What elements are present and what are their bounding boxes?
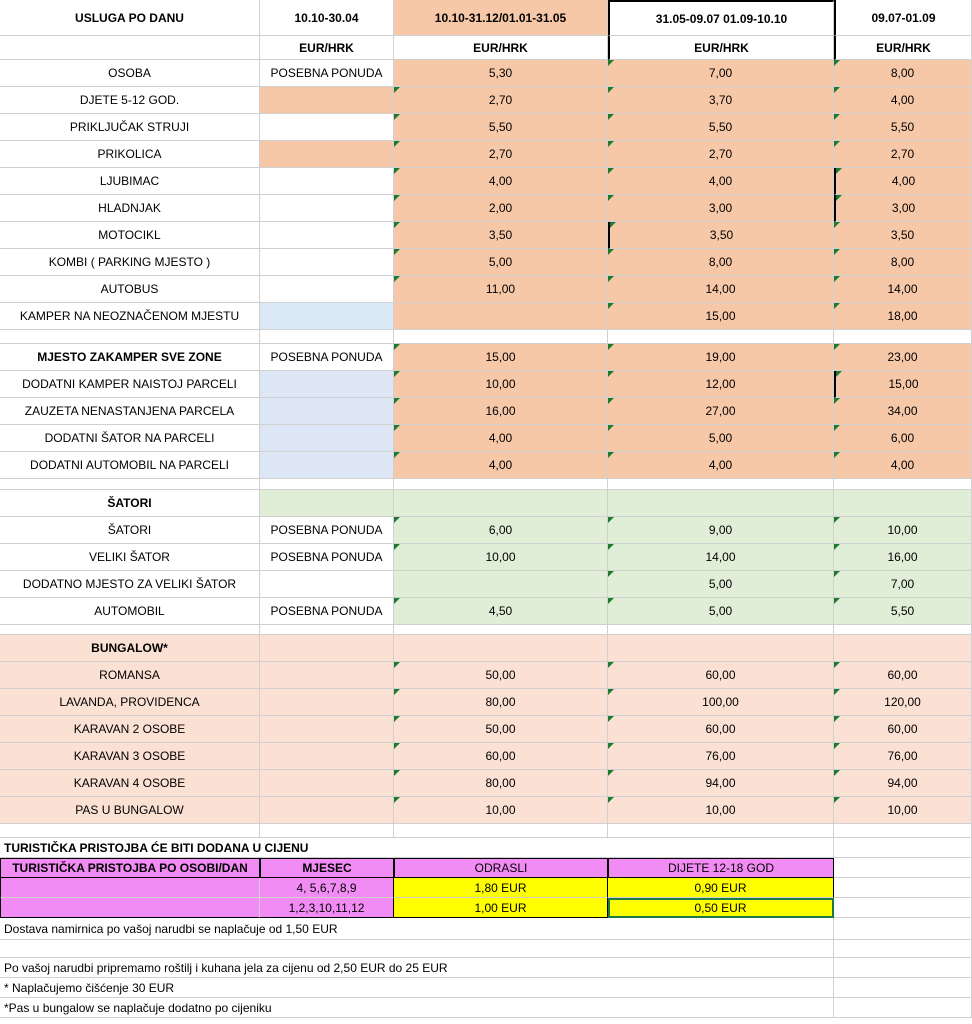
price-cell[interactable]: 5,00: [394, 249, 608, 276]
price-cell[interactable]: 3,50: [394, 222, 608, 249]
special-offer-cell[interactable]: [260, 87, 394, 114]
price-cell[interactable]: 16,00: [834, 544, 972, 571]
service-label[interactable]: OSOBA: [0, 60, 260, 87]
price-cell[interactable]: 60,00: [394, 743, 608, 770]
note-row: [0, 998, 972, 1018]
tax-row-child[interactable]: 0,90 EUR: [608, 878, 834, 898]
empty-cell[interactable]: [0, 625, 260, 635]
table-row: [0, 425, 972, 452]
table-row: [0, 571, 972, 598]
service-label[interactable]: AUTOMOBIL: [0, 598, 260, 625]
empty-cell[interactable]: [394, 824, 608, 838]
price-cell[interactable]: 50,00: [394, 716, 608, 743]
special-offer-cell[interactable]: [260, 303, 394, 330]
special-offer-cell[interactable]: [260, 114, 394, 141]
service-label[interactable]: DODATNI AUTOMOBIL NA PARCELI: [0, 452, 260, 479]
empty-cell[interactable]: [260, 635, 394, 662]
empty-cell[interactable]: [608, 330, 834, 344]
unit-cell[interactable]: EUR/HRK: [394, 36, 608, 60]
service-label[interactable]: LJUBIMAC: [0, 168, 260, 195]
unit-cell[interactable]: EUR/HRK: [260, 36, 394, 60]
table-row: [0, 743, 972, 770]
empty-cell[interactable]: [260, 716, 394, 743]
price-cell[interactable]: 8,00: [834, 249, 972, 276]
price-cell[interactable]: 10,00: [394, 371, 608, 398]
tax-row-months[interactable]: 4, 5,6,7,8,9: [260, 878, 394, 898]
empty-cell[interactable]: [608, 635, 834, 662]
tax-note-text: TURISTIČKA PRISTOJBA ĆE BITI DODANA U CIJENU: [4, 840, 309, 855]
special-offer-cell[interactable]: [260, 276, 394, 303]
price-cell[interactable]: 7,00: [834, 571, 972, 598]
service-label[interactable]: KARAVAN 2 OSOBE: [0, 716, 260, 743]
price-cell[interactable]: 76,00: [834, 743, 972, 770]
unit-cell-empty[interactable]: [0, 36, 260, 60]
price-cell[interactable]: 60,00: [608, 662, 834, 689]
tax-note[interactable]: [0, 838, 608, 858]
empty-cell[interactable]: [608, 824, 834, 838]
tax-head-child[interactable]: DIJETE 12-18 GOD: [608, 858, 834, 878]
table-row: [0, 452, 972, 479]
special-offer-cell[interactable]: [260, 371, 394, 398]
price-cell[interactable]: 16,00: [394, 398, 608, 425]
unit-cell[interactable]: EUR/HRK: [834, 36, 972, 60]
price-cell[interactable]: 2,00: [394, 195, 608, 222]
note-delivery[interactable]: Dostava namirnica po vašoj narudbi se naplačuje od 1,50 EUR: [0, 918, 834, 940]
empty-cell[interactable]: [608, 479, 834, 490]
tax-row-months[interactable]: 1,2,3,10,11,12: [260, 898, 394, 918]
price-cell[interactable]: 3,70: [608, 87, 834, 114]
price-cell[interactable]: 14,00: [834, 276, 972, 303]
price-cell[interactable]: 4,00: [834, 452, 972, 479]
price-cell[interactable]: 94,00: [608, 770, 834, 797]
empty-cell[interactable]: [0, 479, 260, 490]
tax-row-label[interactable]: [0, 878, 260, 898]
special-offer-cell[interactable]: [260, 425, 394, 452]
service-label[interactable]: DODATNI ŠATOR NA PARCELI: [0, 425, 260, 452]
price-cell[interactable]: 15,00: [608, 303, 834, 330]
price-cell[interactable]: 3,50: [834, 222, 972, 249]
note-dog[interactable]: *Pas u bungalow se naplačuje dodatno po cijeniku: [0, 998, 834, 1018]
special-offer-cell[interactable]: [260, 195, 394, 222]
empty-cell[interactable]: [260, 625, 394, 635]
price-cell[interactable]: 5,50: [834, 114, 972, 141]
price-cell[interactable]: 3,50: [608, 222, 834, 249]
spacer-row: [0, 330, 972, 344]
service-label[interactable]: DJETE 5-12 GOD.: [0, 87, 260, 114]
table-row: [0, 344, 972, 371]
table-row: [0, 544, 972, 571]
service-label[interactable]: MOTOCIKL: [0, 222, 260, 249]
service-label[interactable]: KARAVAN 3 OSOBE: [0, 743, 260, 770]
table-row: [0, 168, 972, 195]
header-cell-service[interactable]: USLUGA PO DANU: [0, 0, 260, 36]
table-row: [0, 662, 972, 689]
service-label[interactable]: ZAUZETA NENASTANJENA PARCELA: [0, 398, 260, 425]
price-cell[interactable]: 4,00: [394, 425, 608, 452]
price-cell[interactable]: 4,00: [394, 452, 608, 479]
tax-head-month[interactable]: MJESEC: [260, 858, 394, 878]
service-label[interactable]: PRIKOLICA: [0, 141, 260, 168]
empty-cell[interactable]: [834, 878, 972, 898]
special-offer-cell[interactable]: POSEBNA PONUDA: [260, 517, 394, 544]
table-row: [0, 276, 972, 303]
tax-header-row: [0, 858, 972, 878]
table-row: [0, 141, 972, 168]
price-cell[interactable]: 60,00: [834, 662, 972, 689]
price-cell[interactable]: 9,00: [608, 517, 834, 544]
empty-cell[interactable]: [0, 330, 260, 344]
table-row: [0, 195, 972, 222]
empty-cell[interactable]: [834, 490, 972, 517]
unit-row: [0, 36, 972, 60]
header-cell-period-1[interactable]: 10.10-30.04: [260, 0, 394, 36]
price-cell[interactable]: 10,00: [834, 797, 972, 824]
price-cell[interactable]: 5,50: [608, 114, 834, 141]
table-row: [0, 303, 972, 330]
price-cell[interactable]: 94,00: [834, 770, 972, 797]
price-cell[interactable]: 4,00: [834, 168, 972, 195]
empty-cell[interactable]: [260, 662, 394, 689]
service-label[interactable]: AUTOBUS: [0, 276, 260, 303]
empty-cell[interactable]: [260, 490, 394, 517]
empty-cell[interactable]: [608, 625, 834, 635]
empty-cell[interactable]: [394, 330, 608, 344]
tax-head-label[interactable]: TURISTIČKA PRISTOJBA PO OSOBI/DAN: [0, 858, 260, 878]
price-cell[interactable]: 5,00: [608, 425, 834, 452]
price-cell[interactable]: 2,70: [394, 87, 608, 114]
section-title-row: [0, 635, 972, 662]
price-cell[interactable]: 10,00: [394, 797, 608, 824]
header-cell-period-2[interactable]: 10.10-31.12/01.01-31.05: [394, 0, 608, 36]
service-label[interactable]: KOMBI ( PARKING MJESTO ): [0, 249, 260, 276]
section-title-row: [0, 490, 972, 517]
price-cell[interactable]: 11,00: [394, 276, 608, 303]
table-row: [0, 716, 972, 743]
price-cell[interactable]: 8,00: [834, 60, 972, 87]
price-cell[interactable]: [394, 571, 608, 598]
spacer-row: [0, 940, 972, 958]
price-cell[interactable]: 5,50: [394, 114, 608, 141]
service-label[interactable]: HLADNJAK: [0, 195, 260, 222]
empty-cell[interactable]: [608, 838, 834, 858]
price-cell[interactable]: 2,70: [394, 141, 608, 168]
empty-cell[interactable]: [260, 824, 394, 838]
special-offer-cell[interactable]: [260, 168, 394, 195]
note-row: [0, 918, 972, 940]
unit-cell[interactable]: EUR/HRK: [608, 36, 834, 60]
empty-cell[interactable]: [834, 940, 972, 958]
price-cell[interactable]: 34,00: [834, 398, 972, 425]
table-row: [0, 797, 972, 824]
price-cell[interactable]: 18,00: [834, 303, 972, 330]
table-row: [0, 689, 972, 716]
tax-row-label[interactable]: [0, 898, 260, 918]
price-cell[interactable]: 80,00: [394, 770, 608, 797]
price-cell[interactable]: 76,00: [608, 743, 834, 770]
empty-cell[interactable]: [0, 940, 834, 958]
empty-cell[interactable]: [834, 978, 972, 998]
table-row: [0, 770, 972, 797]
empty-cell[interactable]: [834, 330, 972, 344]
table-row: [0, 60, 972, 87]
price-cell[interactable]: 14,00: [608, 276, 834, 303]
price-cell[interactable]: 50,00: [394, 662, 608, 689]
price-cell[interactable]: 6,00: [834, 425, 972, 452]
empty-cell[interactable]: [394, 635, 608, 662]
spacer-row: [0, 824, 972, 838]
empty-cell[interactable]: [260, 797, 394, 824]
tax-row-adult[interactable]: 1,00 EUR: [394, 898, 608, 918]
service-label[interactable]: PAS U BUNGALOW: [0, 797, 260, 824]
tax-head-adult[interactable]: ODRASLI: [394, 858, 608, 878]
special-offer-cell[interactable]: POSEBNA PONUDA: [260, 544, 394, 571]
empty-cell[interactable]: [394, 625, 608, 635]
price-cell[interactable]: 60,00: [608, 716, 834, 743]
header-row: [0, 0, 972, 36]
empty-cell[interactable]: [834, 858, 972, 878]
empty-cell[interactable]: [394, 479, 608, 490]
price-cell[interactable]: 7,00: [608, 60, 834, 87]
table-row: [0, 517, 972, 544]
price-cell[interactable]: 8,00: [608, 249, 834, 276]
price-cell[interactable]: 4,50: [394, 598, 608, 625]
special-offer-cell[interactable]: [260, 398, 394, 425]
empty-cell[interactable]: [834, 958, 972, 978]
header-cell-period-4[interactable]: 09.07-01.09: [834, 0, 972, 36]
price-cell[interactable]: 3,00: [608, 195, 834, 222]
empty-cell[interactable]: [0, 824, 260, 838]
table-row: [0, 598, 972, 625]
table-row: [0, 222, 972, 249]
note-row: [0, 958, 972, 978]
tax-row: [0, 878, 972, 898]
special-offer-cell[interactable]: [260, 452, 394, 479]
service-label[interactable]: ŠATORI: [0, 517, 260, 544]
header-cell-period-3[interactable]: 31.05-09.07 01.09-10.10: [608, 0, 834, 36]
spacer-row: [0, 479, 972, 490]
price-cell[interactable]: 15,00: [834, 371, 972, 398]
price-cell[interactable]: 6,00: [394, 517, 608, 544]
section-title-bungalow[interactable]: BUNGALOW*: [0, 635, 260, 662]
service-label[interactable]: PRIKLJUČAK STRUJI: [0, 114, 260, 141]
empty-cell[interactable]: [834, 838, 972, 858]
empty-cell[interactable]: [608, 490, 834, 517]
empty-cell[interactable]: [260, 770, 394, 797]
price-cell[interactable]: 100,00: [608, 689, 834, 716]
service-label[interactable]: ROMANSA: [0, 662, 260, 689]
special-offer-cell[interactable]: POSEBNA PONUDA: [260, 60, 394, 87]
empty-cell[interactable]: [834, 625, 972, 635]
price-cell[interactable]: 23,00: [834, 344, 972, 371]
price-cell[interactable]: 80,00: [394, 689, 608, 716]
price-cell[interactable]: 5,00: [608, 598, 834, 625]
table-row: [0, 87, 972, 114]
price-cell[interactable]: 27,00: [608, 398, 834, 425]
tax-note-row: [0, 838, 972, 858]
service-label[interactable]: KARAVAN 4 OSOBE: [0, 770, 260, 797]
special-offer-cell[interactable]: [260, 249, 394, 276]
note-cleaning[interactable]: * Naplačujemo čišćenje 30 EUR: [0, 978, 834, 998]
note-row: [0, 978, 972, 998]
price-cell[interactable]: 10,00: [608, 797, 834, 824]
price-cell[interactable]: 15,00: [394, 344, 608, 371]
service-label[interactable]: DODATNI KAMPER NAISTOJ PARCELI: [0, 371, 260, 398]
special-offer-cell[interactable]: POSEBNA PONUDA: [260, 598, 394, 625]
special-offer-cell[interactable]: [260, 222, 394, 249]
price-cell[interactable]: 2,70: [608, 141, 834, 168]
empty-cell[interactable]: [260, 743, 394, 770]
service-label[interactable]: KAMPER NA NEOZNAČENOM MJESTU: [0, 303, 260, 330]
empty-cell[interactable]: [260, 479, 394, 490]
empty-cell[interactable]: [394, 490, 608, 517]
price-cell[interactable]: 5,50: [834, 598, 972, 625]
price-cell[interactable]: [394, 303, 608, 330]
price-cell[interactable]: 2,70: [834, 141, 972, 168]
tax-row: [0, 898, 972, 918]
price-cell[interactable]: 10,00: [394, 544, 608, 571]
table-row: [0, 249, 972, 276]
table-row: [0, 114, 972, 141]
note-grill[interactable]: Po vašoj narudbi pripremamo roštilj i kuhana jela za cijenu od 2,50 EUR do 25 EUR: [0, 958, 834, 978]
service-label[interactable]: VELIKI ŠATOR: [0, 544, 260, 571]
empty-cell[interactable]: [834, 918, 972, 940]
table-row: [0, 371, 972, 398]
empty-cell[interactable]: [834, 898, 972, 918]
price-cell[interactable]: 19,00: [608, 344, 834, 371]
spacer-row: [0, 625, 972, 635]
empty-cell[interactable]: [834, 479, 972, 490]
special-offer-cell[interactable]: POSEBNA PONUDA: [260, 344, 394, 371]
service-label[interactable]: DODATNO MJESTO ZA VELIKI ŠATOR: [0, 571, 260, 598]
price-cell[interactable]: 60,00: [834, 716, 972, 743]
price-cell[interactable]: 14,00: [608, 544, 834, 571]
price-cell[interactable]: 5,30: [394, 60, 608, 87]
price-cell[interactable]: 4,00: [608, 168, 834, 195]
price-cell[interactable]: 4,00: [394, 168, 608, 195]
price-cell[interactable]: 12,00: [608, 371, 834, 398]
section-title-tents[interactable]: ŠATORI: [0, 490, 260, 517]
empty-cell[interactable]: [834, 635, 972, 662]
empty-cell[interactable]: [260, 330, 394, 344]
empty-cell[interactable]: [260, 689, 394, 716]
service-label[interactable]: MJESTO ZAKAMPER SVE ZONE: [0, 344, 260, 371]
price-cell[interactable]: 4,00: [608, 452, 834, 479]
service-label[interactable]: LAVANDA, PROVIDENCA: [0, 689, 260, 716]
price-cell[interactable]: 5,00: [608, 571, 834, 598]
table-row: [0, 398, 972, 425]
tax-row-adult[interactable]: 1,80 EUR: [394, 878, 608, 898]
price-cell[interactable]: 120,00: [834, 689, 972, 716]
price-cell[interactable]: 4,00: [834, 87, 972, 114]
empty-cell[interactable]: [834, 998, 972, 1018]
price-cell[interactable]: 10,00: [834, 517, 972, 544]
special-offer-cell[interactable]: [260, 571, 394, 598]
price-cell[interactable]: 3,00: [834, 195, 972, 222]
special-offer-cell[interactable]: [260, 141, 394, 168]
tax-row-child-selected[interactable]: 0,50 EUR: [608, 898, 834, 918]
empty-cell[interactable]: [834, 824, 972, 838]
